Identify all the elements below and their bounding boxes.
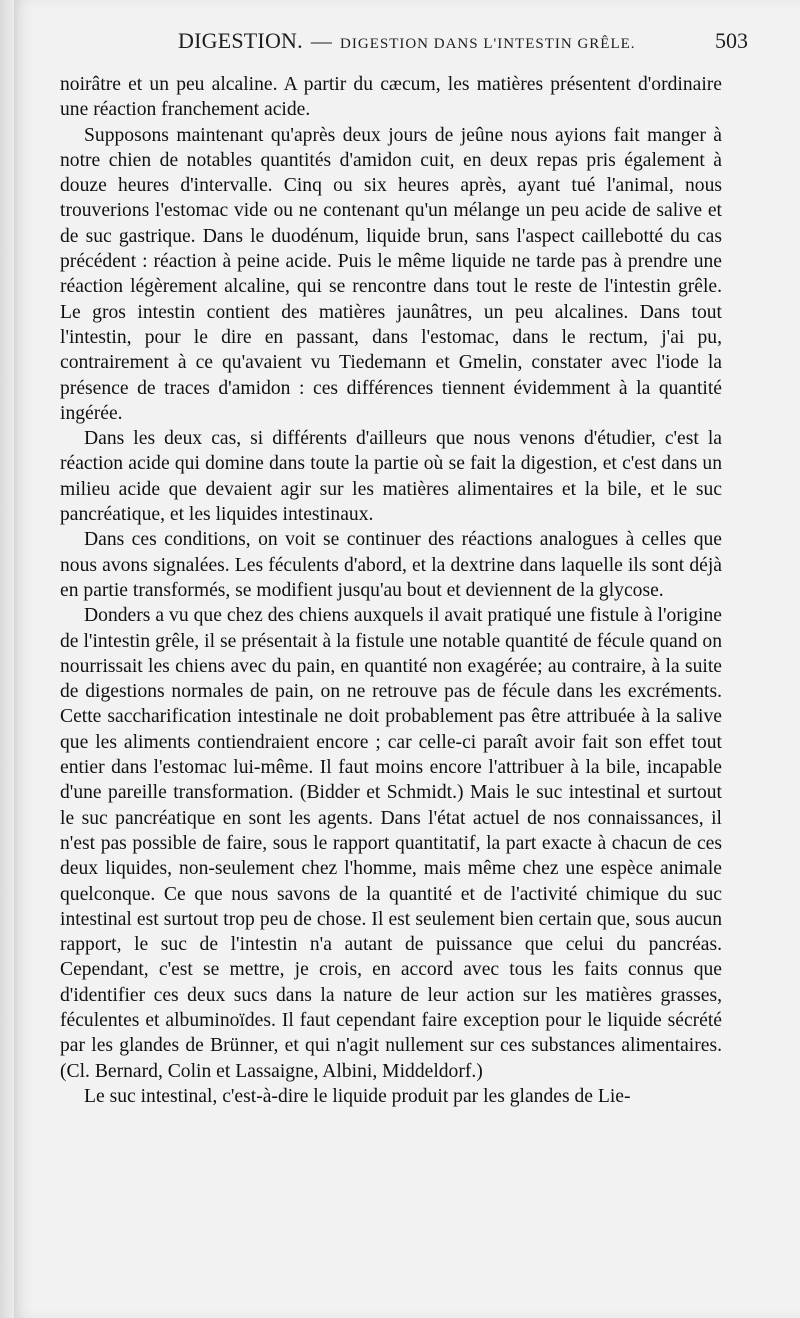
running-head-subtitle: DIGESTION DANS L'INTESTIN GRÊLE. [340, 36, 636, 52]
paragraph: Dans ces conditions, on voit se continuer des réactions analogues à celles que nous avons signalées. Les féculents d'abord, et la dextrine dans laquelle ils sont déjà en partie transformés, se modifient jusqu'au bout et deviennent de la glycose. [60, 529, 722, 601]
running-head [178, 28, 636, 54]
page-header [178, 28, 748, 62]
paragraph: Le suc intestinal, c'est-à-dire le liquide produit par les glandes de Lie- [84, 1085, 631, 1107]
paragraph-continued: noirâtre et un peu alcaline. A partir du cæcum, les matières présentent d'ordinaire une réaction franchement acide. [60, 74, 722, 121]
page-number: 503 [715, 28, 748, 53]
paragraph: Supposons maintenant qu'après deux jours de jeûne nous ayions fait manger à notre chien de notables quantités d'amidon cuit, en deux repas pris également à douze heures d'intervalle. Cinq ou six heures après, ayant tué l'animal, nous trouverions l'estomac vide ou ne contenant qu'un mélange un peu acide de salive et de suc gastrique. Dans le duodénum, liquide brun, sans l'aspect caillebotté du cas précédent : réaction à peine acide. Puis le même liquide ne tarde pas à prendre une réaction légèrement alcaline, qui se rencontre dans tout le reste de l'intestin grêle. Le gros intestin contient des matières jaunâtres, un peu alcalines. Dans tout l'intestin, pour le dire en passant, dans l'estomac, dans le rectum, j'ai pu, contrairement à ce qu'avaient vu Tiedemann et Gmelin, constater avec l'iode la présence de traces d'amidon : ces différences tiennent évidemment à la quantité ingérée. [60, 124, 722, 424]
paragraph: Donders a vu que chez des chiens auxquels il avait pratiqué une fistule à l'origine de l'intestin grêle, il se présentait à la fistule une notable quantité de fécule quand on nourrissait les chiens avec du pain, en quantité non exagérée; au contraire, à la suite de digestions normales de pain, on ne retrouve pas de fécule dans les excréments. Cette saccharification intestinale ne doit probablement pas être attribuée à la salive que les aliments contiendraient encore ; car celle-ci paraît avoir fait son effet tout entier dans l'estomac lui-même. Il faut moins encore l'attribuer à la bile, incapable d'une pareille transformation. (Bidder et Schmidt.) Mais le suc intestinal et surtout le suc pancréatique en sont les agents. Dans l'état actuel de nos connaissances, il n'est pas possible de faire, sous le rapport quantitatif, la part exacte à chacun de ces deux liquides, non-seulement chez l'homme, mais même chez une espèce animale quelconque. Ce que nous savons de la quantité et de l'activité chimique du suc intestinal est surtout trop peu de chose. Il est seulement bien certain que, sous aucun rapport, le suc de l'intestin n'a autant de puissance que celui du pancréas. Cependant, c'est se mettre, je crois, en accord avec tous les faits connus que d'identifier ces deux sucs dans la nature de leur action sur les matières grasses, féculentes et albuminoïdes. Il faut cependant faire exception pour le liquide sécrété par les glandes de Brünner, et qui n'agit nullement sur ces substances alimentaires. (Cl. Bernard, Colin et Lassaigne, Albini, Middeldorf.) [60, 605, 722, 1082]
running-head-dash: — [310, 29, 333, 53]
running-head-title: DIGESTION. [178, 28, 303, 53]
paragraph: Dans les deux cas, si différents d'ailleurs que nous venons d'étudier, c'est la réaction acide qui domine dans toute la partie où se fait la digestion, et c'est dans un milieu acide que devaient agir sur les matières alimentaires et la bile, et le suc pancréatique, et les liquides intestinaux. [60, 428, 722, 526]
book-gutter [0, 0, 14, 1318]
body-text [60, 72, 722, 1109]
